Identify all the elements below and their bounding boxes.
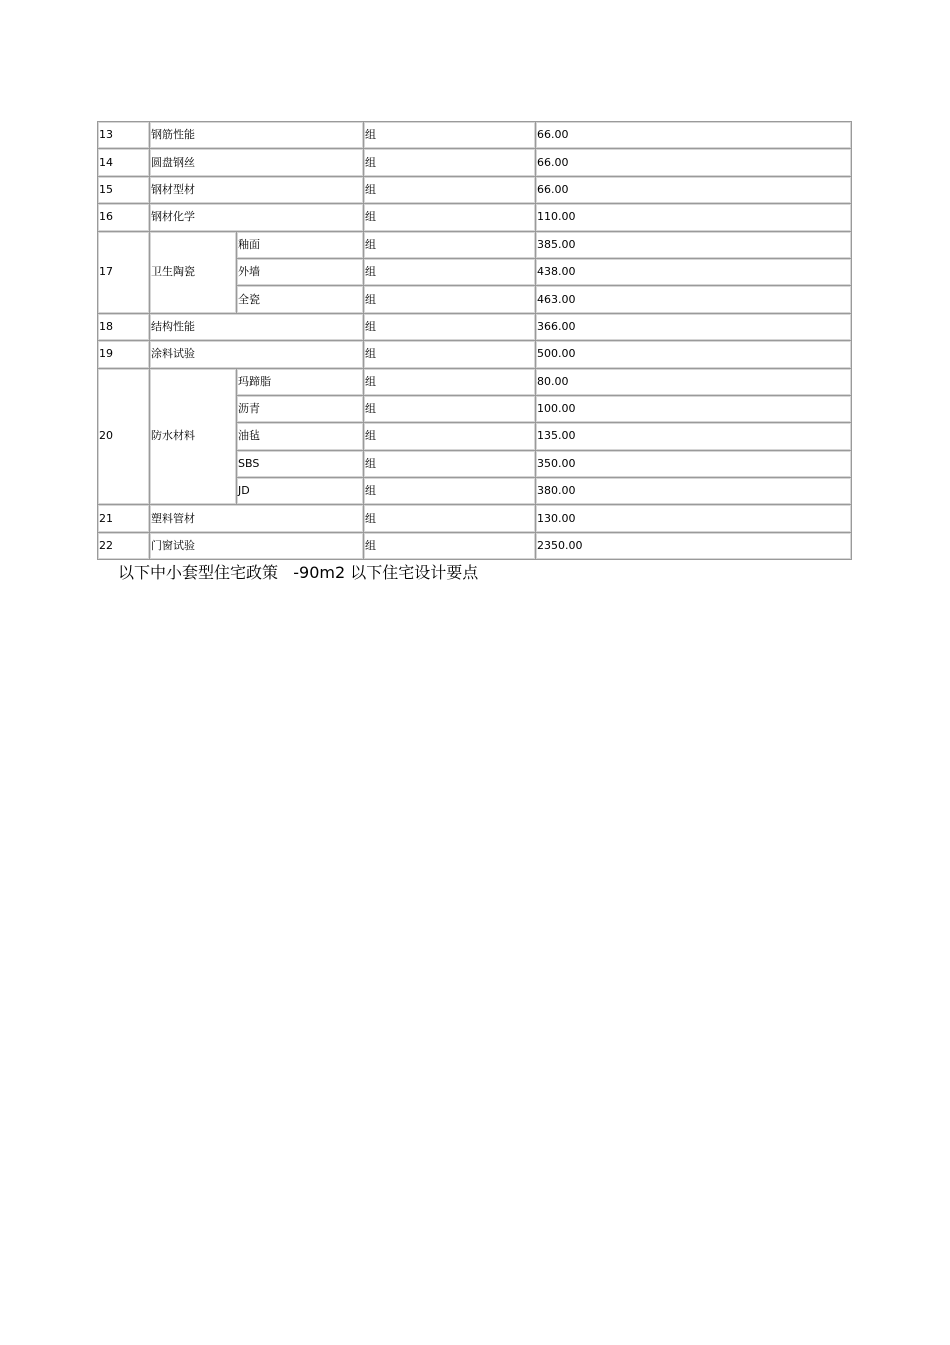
unit: 组 [364, 451, 536, 478]
unit: 组 [364, 177, 536, 204]
section-caption: 以下中小套型住宅政策 -90m2 以下住宅设计要点 [118, 563, 479, 582]
unit: 组 [364, 423, 536, 450]
unit: 组 [364, 149, 536, 176]
row-number: 22 [98, 533, 150, 560]
unit: 组 [364, 341, 536, 368]
table-row [98, 314, 852, 341]
subitem-name: 玛蹄脂 [237, 369, 364, 396]
item-name: 圆盘钢丝 [150, 149, 364, 176]
row-number: 15 [98, 177, 150, 204]
item-name: 塑料管材 [150, 505, 364, 532]
price: 110.00 [536, 204, 852, 231]
subitem-name: 沥青 [237, 396, 364, 423]
price: 500.00 [536, 341, 852, 368]
row-number: 14 [98, 149, 150, 176]
unit: 组 [364, 122, 536, 149]
price: 80.00 [536, 369, 852, 396]
price: 66.00 [536, 149, 852, 176]
table-row [98, 204, 852, 231]
item-name: 门窗试验 [150, 533, 364, 560]
subitem-name: SBS [237, 451, 364, 478]
item-name: 防水材料 [150, 369, 237, 506]
table-row [98, 533, 852, 560]
price: 66.00 [536, 177, 852, 204]
row-number: 16 [98, 204, 150, 231]
subitem-name: 全瓷 [237, 286, 364, 313]
price: 66.00 [536, 122, 852, 149]
table-row [98, 505, 852, 532]
unit: 组 [364, 232, 536, 259]
item-name: 卫生陶瓷 [150, 232, 237, 314]
price: 130.00 [536, 505, 852, 532]
table-row [98, 232, 852, 259]
unit: 组 [364, 533, 536, 560]
row-number: 21 [98, 505, 150, 532]
item-name: 钢材型材 [150, 177, 364, 204]
item-name: 结构性能 [150, 314, 364, 341]
unit: 组 [364, 478, 536, 505]
unit: 组 [364, 505, 536, 532]
subitem-name: JD [237, 478, 364, 505]
row-number: 19 [98, 341, 150, 368]
unit: 组 [364, 259, 536, 286]
price: 135.00 [536, 423, 852, 450]
subitem-name: 釉面 [237, 232, 364, 259]
unit: 组 [364, 204, 536, 231]
unit: 组 [364, 314, 536, 341]
row-number: 20 [98, 369, 150, 506]
row-number: 17 [98, 232, 150, 314]
item-name: 钢材化学 [150, 204, 364, 231]
price: 366.00 [536, 314, 852, 341]
table-row [98, 149, 852, 176]
table-row [98, 177, 852, 204]
test-fee-table [97, 121, 852, 560]
item-name: 涂料试验 [150, 341, 364, 368]
price: 100.00 [536, 396, 852, 423]
price: 350.00 [536, 451, 852, 478]
unit: 组 [364, 396, 536, 423]
row-number: 18 [98, 314, 150, 341]
price: 463.00 [536, 286, 852, 313]
table-row [98, 341, 852, 368]
price: 438.00 [536, 259, 852, 286]
unit: 组 [364, 286, 536, 313]
subitem-name: 油毡 [237, 423, 364, 450]
price: 380.00 [536, 478, 852, 505]
unit: 组 [364, 369, 536, 396]
row-number: 13 [98, 122, 150, 149]
subitem-name: 外墙 [237, 259, 364, 286]
table-row [98, 122, 852, 149]
table-row [98, 369, 852, 396]
item-name: 钢筋性能 [150, 122, 364, 149]
price: 385.00 [536, 232, 852, 259]
price: 2350.00 [536, 533, 852, 560]
